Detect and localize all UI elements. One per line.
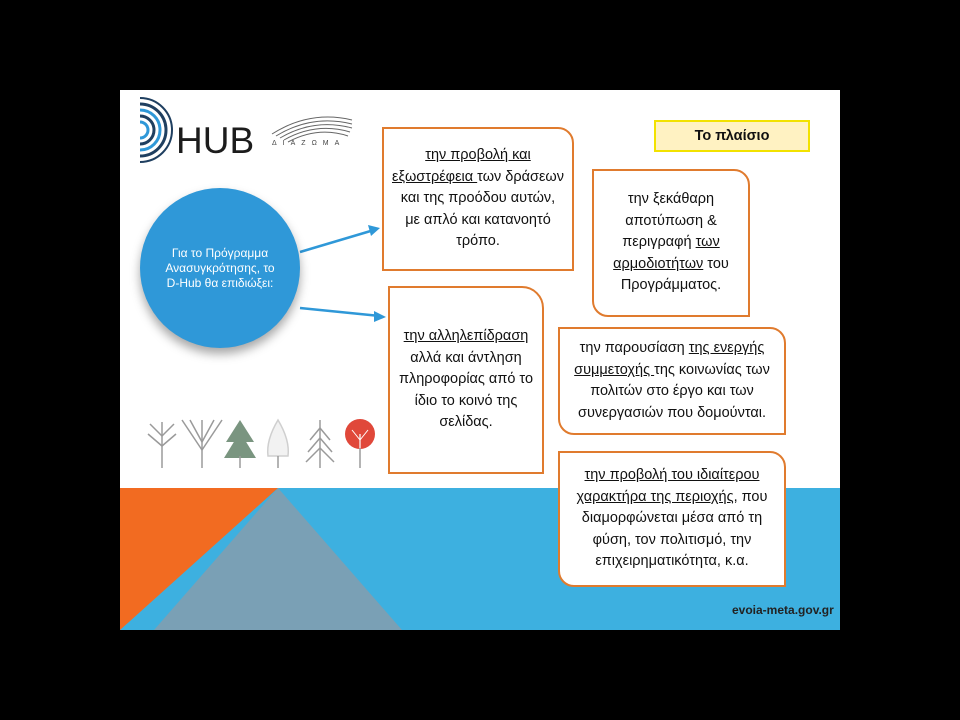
tree-red-icon	[345, 419, 375, 468]
tree-fir-icon	[306, 420, 334, 468]
box-participation-plain: την παρουσίαση	[579, 340, 689, 356]
box-interaction-rest: αλλά και άντληση πληροφορίας από το ίδιο το κοινό της σελίδας.	[398, 349, 534, 431]
box-projection-underlined: την προβολή και εξωστρέφεια	[392, 147, 531, 185]
box-character	[558, 451, 786, 587]
tree-bare-2-icon	[182, 420, 222, 468]
box-projection-rest: των δράσεων και της προόδου αυτών, με απλό και κατανοητό τρόπο.	[400, 168, 564, 250]
dhub-arcs-icon	[140, 98, 172, 162]
box-character-rest: , που διαμορφώνεται μέσα από τη φύση, τον πολιτισμό, την επιχειρηματικότητα, κ.α.	[581, 488, 768, 570]
tree-pine-icon	[224, 420, 256, 468]
diazoma-wave-icon	[272, 117, 352, 142]
diazoma-logo-text: ΔΙΑΖΩΜΑ	[272, 140, 346, 147]
title-tag: Το πλαίσιο	[654, 120, 810, 152]
intro-circle	[140, 188, 300, 348]
intro-circle-text: Για το Πρόγραμμα Ανασυγκρότησης, το D-Hub θα επιδιώξει:	[165, 245, 275, 290]
trees-decoration	[148, 419, 375, 468]
box-participation-rest: της κοινωνίας των πολιτών στο έργο και των συνεργασιών που δομούνται.	[578, 361, 770, 421]
box-participation-underlined: της ενεργής συμμετοχής	[574, 340, 765, 378]
box-projection	[382, 127, 574, 271]
box-interaction	[388, 286, 544, 474]
box-interaction-underlined: την αλληλεπίδραση	[403, 328, 529, 345]
box-responsibilities	[592, 169, 750, 317]
arrow-upper	[300, 230, 374, 252]
tree-white-icon	[268, 420, 289, 468]
box-participation	[558, 327, 786, 435]
dhub-logo-text: HUB	[176, 120, 255, 161]
arrow-lower	[300, 308, 380, 316]
box-responsibilities-underlined: των αρμοδιοτήτων	[613, 234, 720, 272]
footer-url: evoia-meta.gov.gr	[732, 603, 834, 617]
box-responsibilities-rest: του Προγράμματος.	[620, 255, 729, 294]
slide	[120, 90, 840, 630]
tree-bare-1-icon	[148, 422, 176, 468]
box-character-underlined: την προβολή του ιδιαίτερου χαρακτήρα της περιοχής	[576, 467, 760, 505]
box-responsibilities-plain: την ξεκάθαρη αποτύπωση & περιγραφή	[622, 191, 717, 251]
